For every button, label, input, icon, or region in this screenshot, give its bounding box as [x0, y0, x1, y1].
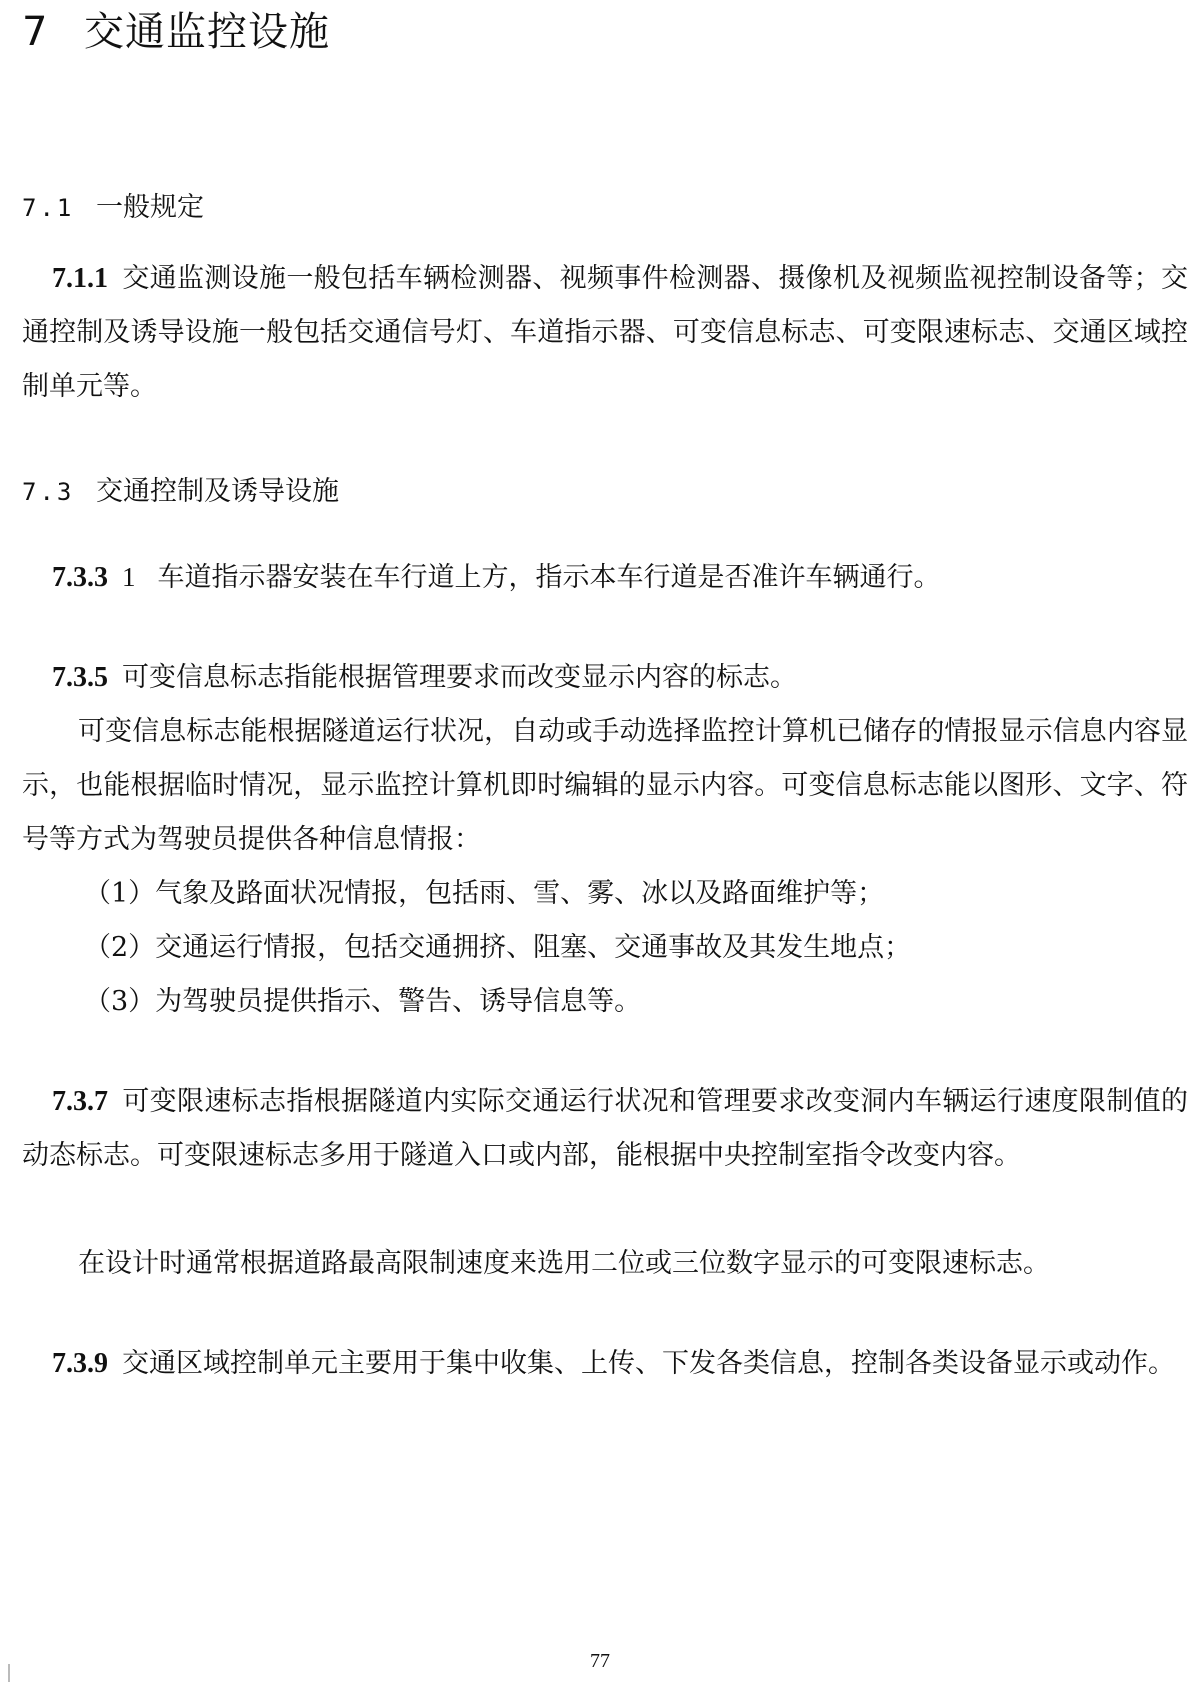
section-number: 7.1: [22, 194, 75, 222]
clause-text: 可变信息标志指能根据管理要求而改变显示内容的标志。: [122, 662, 797, 693]
clause-number: 7.3.5: [52, 662, 108, 693]
section-title: 交通控制及诱导设施: [96, 476, 339, 507]
clause-7-3-5-paragraph: 可变信息标志能根据隧道运行状况，自动或手动选择监控计算机已储存的情报显示信息内容显示，也能根据临时情况，显示监控计算机即时编辑的显示内容。可变信息标志能以图形、文字、符号等方式为驾驶员提供各种信息情报：: [22, 716, 1188, 855]
clause-7-3-3: [22, 550, 1188, 605]
clause-text: 可变限速标志指根据隧道内实际交通运行状况和管理要求改变洞内车辆运行速度限制值的动态标志。可变限速标志多用于隧道入口或内部，能根据中央控制室指令改变内容。: [22, 1086, 1188, 1171]
clause-text: 车道指示器安装在车行道上方，指示本车行道是否准许车辆通行。: [157, 562, 941, 593]
chapter-title: [22, 2, 330, 62]
section-number: 7.3: [22, 478, 75, 506]
page-number: 77: [590, 1650, 610, 1672]
chapter-title-text: 交通监控设施: [84, 9, 330, 55]
sub-item-number: 1: [122, 562, 136, 592]
clause-text: 交通监测设施一般包括车辆检测器、视频事件检测器、摄像机及视频监视控制设备等；交通控制及诱导设施一般包括交通信号灯、车道指示器、可变信息标志、可变限速标志、交通区域控制单元等。: [22, 263, 1188, 402]
clause-number: 7.3.9: [52, 1348, 108, 1379]
clause-7-3-7: [22, 1075, 1188, 1183]
chapter-number: 7: [22, 9, 49, 55]
section-heading-7-3: [22, 472, 339, 512]
clause-7-3-5: [22, 651, 1188, 705]
list-item: （2）交通运行情报，包括交通拥挤、阻塞、交通事故及其发生地点；: [84, 932, 912, 963]
section-title: 一般规定: [96, 192, 204, 223]
clause-number: 7.1.1: [52, 263, 108, 294]
margin-mark: [8, 1664, 10, 1682]
section-heading-7-1: [22, 188, 204, 228]
clause-number: 7.3.3: [52, 562, 108, 593]
clause-number: 7.3.7: [52, 1086, 108, 1117]
list-item: （3）为驾驶员提供指示、警告、诱导信息等。: [84, 986, 642, 1017]
clause-7-3-9: [22, 1337, 1188, 1391]
clause-7-1-1: [22, 252, 1188, 414]
list-item: （1）气象及路面状况情报，包括雨、雪、雾、冰以及路面维护等；: [84, 878, 885, 909]
clause-7-3-7-paragraph: 在设计时通常根据道路最高限制速度来选用二位或三位数字显示的可变限速标志。: [78, 1248, 1050, 1279]
clause-text: 交通区域控制单元主要用于集中收集、上传、下发各类信息，控制各类设备显示或动作。: [122, 1348, 1175, 1379]
